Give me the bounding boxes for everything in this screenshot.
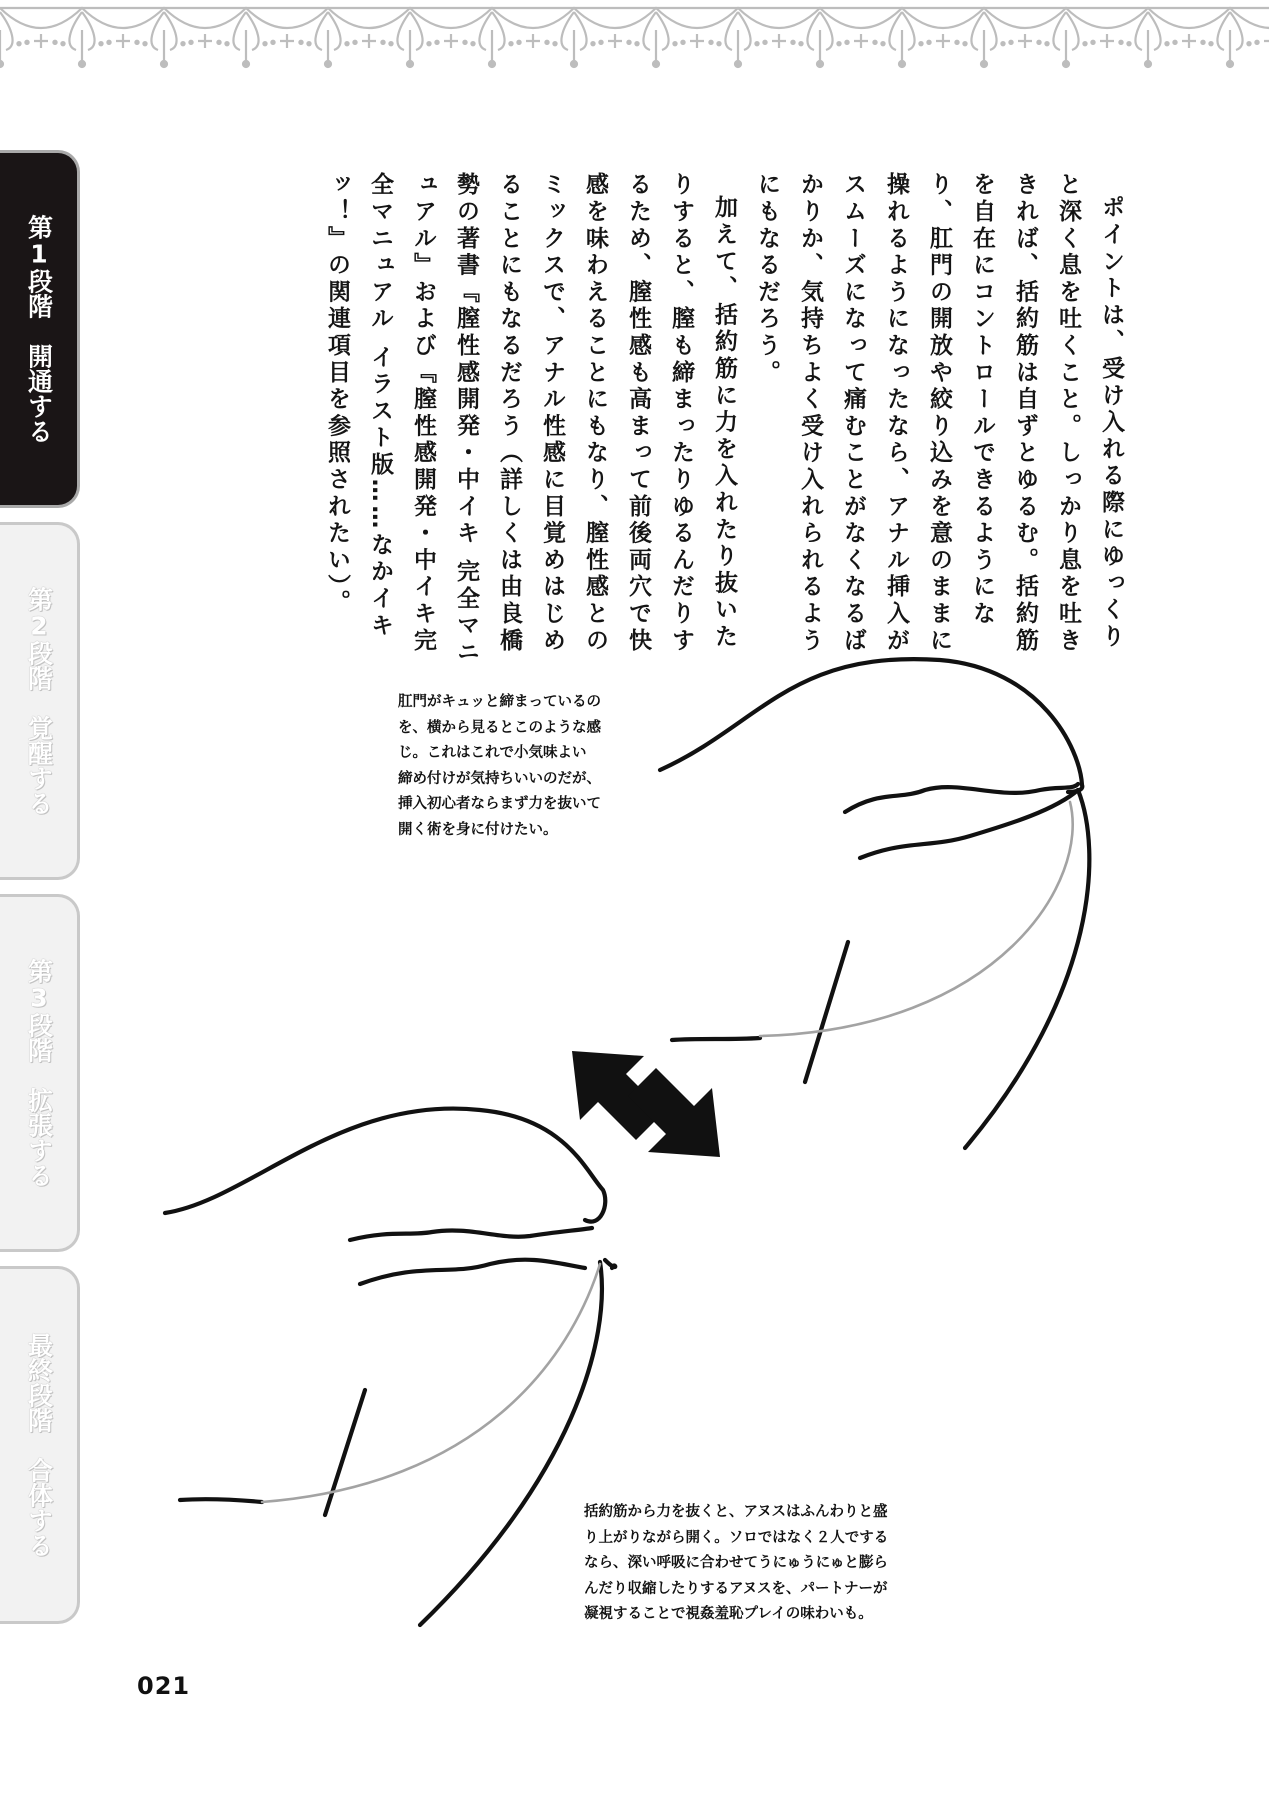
caption-line: を、横から見るとこのような感 (398, 719, 601, 736)
tab-stage-3-label: 第3段階 拡張する (24, 958, 54, 1188)
closed-anus-drawing (660, 659, 1089, 1148)
caption-closed (398, 690, 601, 844)
caption-line: 挿入初心者ならまず力を抜いて (398, 796, 601, 813)
caption-line: んだり収縮したりするアヌスを、パートナーが (584, 1580, 888, 1597)
caption-line: 凝視することで視姦羞恥プレイの味わいも。 (584, 1606, 873, 1623)
body-paragraph-1: ポイントは、受け入れる際にゆっくりと深く息を吐くこと。しっかり息を吐ききれば、括約筋は自ずとゆるむ。括約筋を自在にコントロールできるようになり、肛門の開放や絞り込みを意のままに操れるようになったなら、アナル挿入がスムーズになって痛むことがなくなるばかりか、気持ちよく受け入れられるようにもなるだろう。 (754, 172, 1124, 655)
caption-line: 締め付けが気持ちいいのだが、 (398, 770, 601, 787)
caption-line: 括約筋から力を抜くと、アヌスはふんわりと盛 (584, 1504, 888, 1520)
open-anus-gray-line (262, 1264, 600, 1502)
tab-stage-2-label: 第2段階 覚醒する (24, 586, 54, 816)
body-paragraph-2: 加えて、括約筋に力を入れたり抜いたりすると、膣も締まったりゆるんだりするため、膣性感も高まって前後両穴で快感を味わえることにもなり、膣性感とのミックスで、アナル性感に目覚めはじめることにもなるだろう（詳しくは由良橋勢の著書『膣性感開発・中イキ 完全マニュアル』および『膣性感開発・中イキ完全マニュアル イラスト版……なかイキッ！』の関連項目を参照されたい）。 (324, 172, 737, 667)
caption-line: り上がりながら開く。ソロではなく２人でする (584, 1529, 889, 1546)
caption-line: 開く術を身に付けたい。 (398, 821, 558, 838)
caption-open (584, 1500, 888, 1628)
page-number: 021 (137, 1672, 191, 1700)
caption-line: なら、深い呼吸に合わせてうにゅうにゅと膨ら (584, 1555, 888, 1572)
tab-stage-final-label: 最終段階 合体する (24, 1332, 54, 1558)
caption-line: じ。これはこれで小気味よい (398, 745, 587, 762)
open-anus-drawing (165, 1109, 615, 1625)
closed-anus-gray-line (760, 802, 1073, 1036)
caption-line: 肛門がキュッと締まっているの (398, 694, 601, 710)
tab-stage-1-label: 第1段階 開通する (24, 214, 54, 444)
